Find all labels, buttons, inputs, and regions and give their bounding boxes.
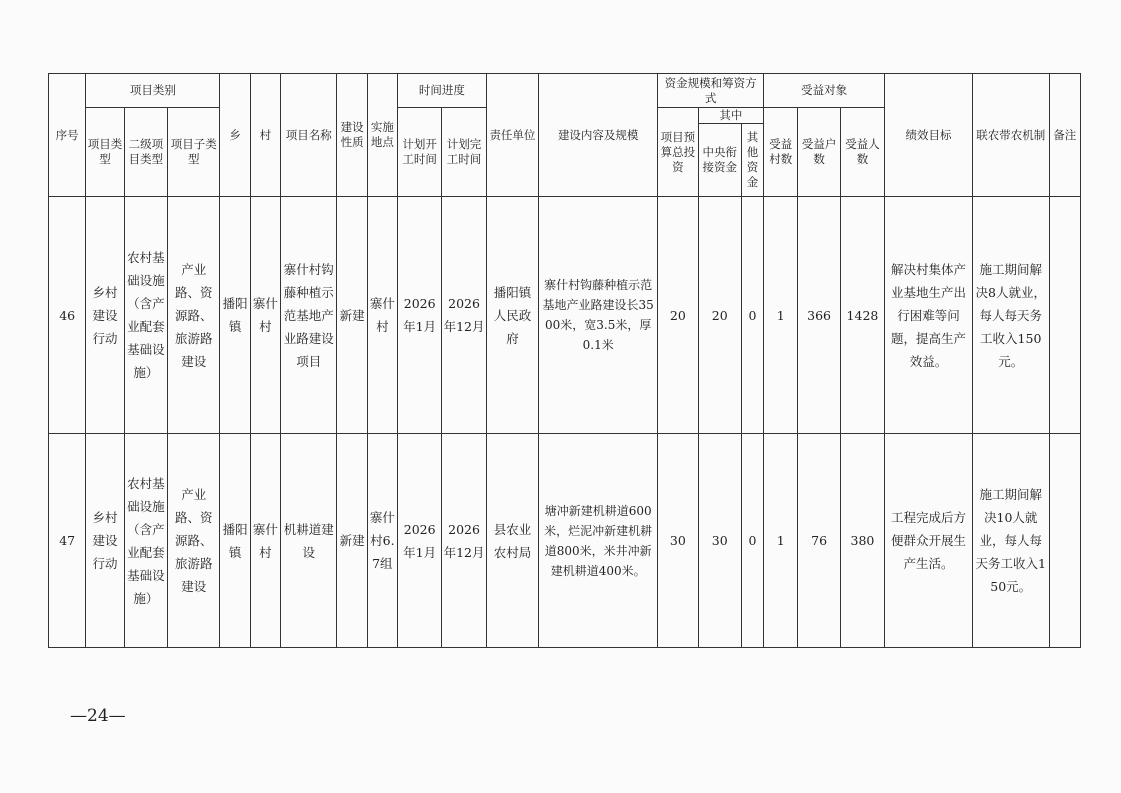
- header-responsible: 责任单位: [486, 74, 538, 197]
- cell-second-type: 农村基础设施（含产业配套基础设施）: [124, 197, 167, 434]
- header-benefit-villages: 受益村数: [764, 108, 798, 197]
- cell-performance: 解决村集体产业基地生产出行困难等问题，提高生产效益。: [885, 197, 973, 434]
- cell-content: 寨什村钩藤种植示范基地产业路建设长3500米，宽3.5米，厚0.1米: [539, 197, 658, 434]
- table-row: [49, 434, 1081, 648]
- cell-seq: 46: [49, 197, 86, 434]
- cell-plan-end: 2026年12月: [442, 434, 486, 648]
- cell-total-investment: 20: [658, 197, 698, 434]
- header-mechanism: 联农带农机制: [972, 74, 1049, 197]
- header-nature: 建设性质: [337, 74, 367, 197]
- header-seq: 序号: [49, 74, 86, 197]
- cell-project-type: 乡村建设行动: [86, 434, 124, 648]
- header-project-category: 项目类别: [86, 74, 220, 108]
- cell-remarks: [1049, 197, 1080, 434]
- cell-plan-end: 2026年12月: [442, 197, 486, 434]
- cell-project-type: 乡村建设行动: [86, 197, 124, 434]
- cell-responsible: 县农业农村局: [486, 434, 538, 648]
- header-second-type: 二级项目类型: [124, 108, 167, 197]
- cell-content: 塘冲新建机耕道600米，烂泥冲新建机耕道800米，米井冲新建机耕道400米。: [539, 434, 658, 648]
- header-township: 乡: [220, 74, 250, 197]
- header-plan-start: 计划开工时间: [397, 108, 441, 197]
- header-of-which: 其中: [698, 108, 764, 124]
- header-other-funds: 其他资金: [741, 124, 763, 197]
- header-content: 建设内容及规模: [539, 74, 658, 197]
- cell-second-type: 农村基础设施（含产业配套基础设施）: [124, 434, 167, 648]
- header-project-name: 项目名称: [280, 74, 336, 197]
- header-remarks: 备注: [1049, 74, 1080, 197]
- project-table: [48, 73, 1081, 648]
- cell-central-funds: 20: [698, 197, 741, 434]
- cell-mechanism: 施工期间解决8人就业，每人每天务工收入150元。: [972, 197, 1049, 434]
- cell-project-name: 寨什村钩藤种植示范基地产业路建设项目: [280, 197, 336, 434]
- cell-benefit-villages: 1: [764, 197, 798, 434]
- cell-benefit-villages: 1: [764, 434, 798, 648]
- cell-location: 寨什村6.7组: [367, 434, 397, 648]
- header-schedule: 时间进度: [397, 74, 486, 108]
- cell-village: 寨什村: [250, 434, 280, 648]
- cell-total-investment: 30: [658, 434, 698, 648]
- cell-seq: 47: [49, 434, 86, 648]
- header-benefit-people: 受益人数: [840, 108, 884, 197]
- cell-location: 寨什村: [367, 197, 397, 434]
- cell-nature: 新建: [337, 434, 367, 648]
- cell-village: 寨什村: [250, 197, 280, 434]
- header-village: 村: [250, 74, 280, 197]
- header-total-investment: 项目预算总投资: [658, 108, 698, 197]
- cell-benefit-people: 380: [840, 434, 884, 648]
- header-location: 实施地点: [367, 74, 397, 197]
- cell-plan-start: 2026年1月: [397, 434, 441, 648]
- cell-performance: 工程完成后方便群众开展生产生活。: [885, 434, 973, 648]
- cell-project-name: 机耕道建设: [280, 434, 336, 648]
- header-central-funds: 中央衔接资金: [698, 124, 741, 197]
- cell-benefit-people: 1428: [840, 197, 884, 434]
- header-plan-end: 计划完工时间: [442, 108, 486, 197]
- cell-sub-type: 产业路、资源路、旅游路建设: [168, 197, 220, 434]
- cell-mechanism: 施工期间解决10人就业，每人每天务工收入150元。: [972, 434, 1049, 648]
- header-sub-type: 项目子类型: [168, 108, 220, 197]
- table-row: [49, 197, 1081, 434]
- cell-other-funds: 0: [741, 197, 763, 434]
- header-beneficiaries: 受益对象: [764, 74, 885, 108]
- cell-responsible: 播阳镇人民政府: [486, 197, 538, 434]
- header-funding: 资金规模和筹资方式: [658, 74, 764, 108]
- cell-plan-start: 2026年1月: [397, 197, 441, 434]
- cell-sub-type: 产业路、资源路、旅游路建设: [168, 434, 220, 648]
- cell-benefit-households: 76: [798, 434, 840, 648]
- cell-central-funds: 30: [698, 434, 741, 648]
- page-number: —24—: [70, 706, 126, 726]
- cell-other-funds: 0: [741, 434, 763, 648]
- cell-benefit-households: 366: [798, 197, 840, 434]
- header-project-type: 项目类型: [86, 108, 124, 197]
- header-benefit-households: 受益户数: [798, 108, 840, 197]
- cell-nature: 新建: [337, 197, 367, 434]
- cell-township: 播阳镇: [220, 434, 250, 648]
- header-performance: 绩效目标: [885, 74, 973, 197]
- cell-remarks: [1049, 434, 1080, 648]
- cell-township: 播阳镇: [220, 197, 250, 434]
